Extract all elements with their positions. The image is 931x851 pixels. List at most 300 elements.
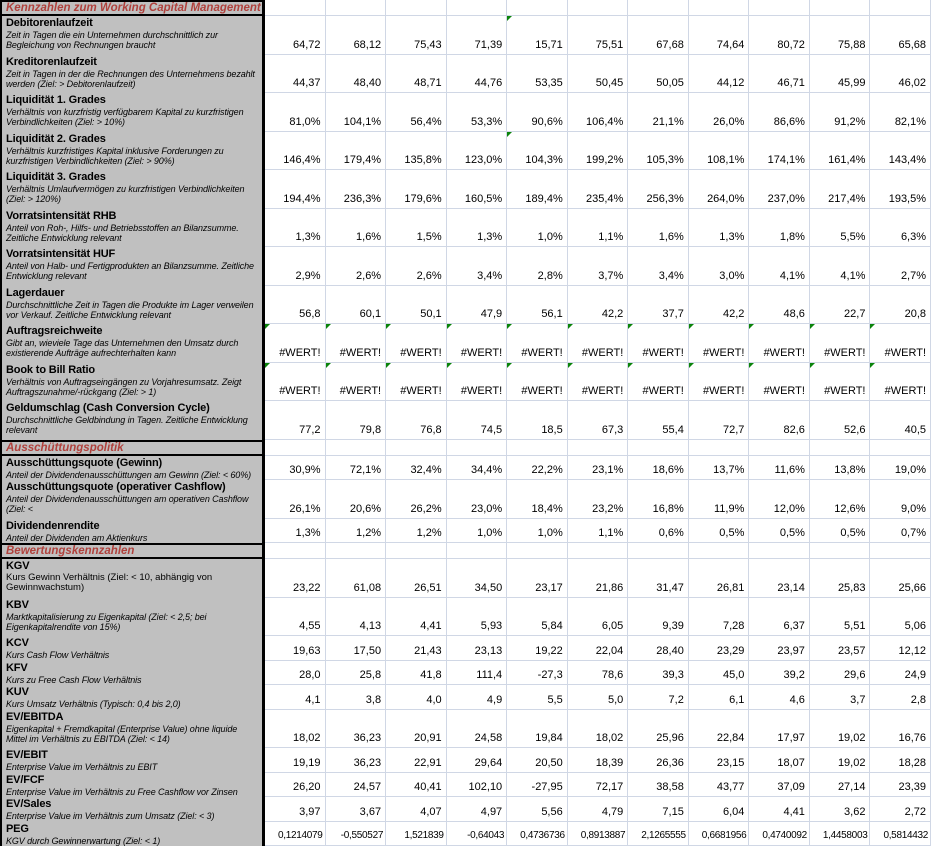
metric-label-cell[interactable] <box>0 209 265 248</box>
data-cell[interactable] <box>568 363 629 402</box>
data-cell[interactable] <box>568 797 629 822</box>
data-cell[interactable] <box>810 456 871 481</box>
data-cell[interactable] <box>870 519 931 544</box>
data-cell[interactable] <box>810 797 871 822</box>
data-cell[interactable] <box>447 170 508 209</box>
data-cell[interactable] <box>386 773 447 798</box>
data-cell[interactable] <box>265 661 326 686</box>
data-cell[interactable] <box>749 456 810 481</box>
data-cell[interactable] <box>689 748 750 773</box>
data-cell[interactable] <box>447 685 508 710</box>
data-cell[interactable] <box>870 209 931 248</box>
data-cell[interactable] <box>447 132 508 171</box>
data-cell[interactable] <box>689 710 750 749</box>
data-cell[interactable] <box>386 170 447 209</box>
data-cell[interactable] <box>628 519 689 544</box>
data-cell[interactable] <box>870 543 931 559</box>
data-cell[interactable] <box>507 773 568 798</box>
data-cell[interactable] <box>507 685 568 710</box>
data-cell[interactable] <box>568 598 629 637</box>
data-cell[interactable] <box>265 710 326 749</box>
data-cell[interactable] <box>568 55 629 94</box>
data-cell[interactable] <box>870 661 931 686</box>
data-cell[interactable] <box>870 0 931 16</box>
data-cell[interactable] <box>507 363 568 402</box>
data-cell[interactable] <box>447 16 508 55</box>
data-cell[interactable] <box>810 636 871 661</box>
data-cell[interactable] <box>447 324 508 363</box>
data-cell[interactable] <box>326 636 387 661</box>
data-cell[interactable] <box>386 661 447 686</box>
data-cell[interactable] <box>689 519 750 544</box>
data-cell[interactable] <box>447 598 508 637</box>
data-cell[interactable] <box>447 247 508 286</box>
data-cell[interactable] <box>810 247 871 286</box>
data-cell[interactable] <box>326 685 387 710</box>
data-cell[interactable] <box>568 16 629 55</box>
data-cell[interactable] <box>870 480 931 519</box>
data-cell[interactable] <box>749 93 810 132</box>
data-cell[interactable] <box>447 543 508 559</box>
data-cell[interactable] <box>749 440 810 456</box>
data-cell[interactable] <box>689 636 750 661</box>
metric-label-cell[interactable] <box>0 797 265 822</box>
data-cell[interactable] <box>870 170 931 209</box>
data-cell[interactable] <box>749 286 810 325</box>
data-cell[interactable] <box>689 324 750 363</box>
data-cell[interactable] <box>265 247 326 286</box>
data-cell[interactable] <box>507 598 568 637</box>
data-cell[interactable] <box>568 93 629 132</box>
section-header-cell[interactable] <box>0 0 265 16</box>
data-cell[interactable] <box>326 480 387 519</box>
data-cell[interactable] <box>447 456 508 481</box>
data-cell[interactable] <box>386 797 447 822</box>
data-cell[interactable] <box>749 773 810 798</box>
data-cell[interactable] <box>507 0 568 16</box>
data-cell[interactable] <box>628 55 689 94</box>
data-cell[interactable] <box>749 247 810 286</box>
data-cell[interactable] <box>689 209 750 248</box>
data-cell[interactable] <box>447 480 508 519</box>
data-cell[interactable] <box>265 685 326 710</box>
data-cell[interactable] <box>689 773 750 798</box>
data-cell[interactable] <box>386 247 447 286</box>
data-cell[interactable] <box>447 661 508 686</box>
data-cell[interactable] <box>749 16 810 55</box>
data-cell[interactable] <box>386 685 447 710</box>
data-cell[interactable] <box>265 93 326 132</box>
data-cell[interactable] <box>265 324 326 363</box>
data-cell[interactable] <box>265 543 326 559</box>
data-cell[interactable] <box>326 93 387 132</box>
data-cell[interactable] <box>689 401 750 440</box>
data-cell[interactable] <box>326 247 387 286</box>
data-cell[interactable] <box>749 559 810 598</box>
data-cell[interactable] <box>810 209 871 248</box>
data-cell[interactable] <box>689 456 750 481</box>
data-cell[interactable] <box>628 0 689 16</box>
metric-label-cell[interactable] <box>0 55 265 94</box>
data-cell[interactable] <box>810 16 871 55</box>
data-cell[interactable] <box>749 598 810 637</box>
metric-label-cell[interactable] <box>0 480 265 519</box>
data-cell[interactable] <box>870 456 931 481</box>
data-cell[interactable] <box>386 209 447 248</box>
metric-label-cell[interactable] <box>0 16 265 55</box>
data-cell[interactable] <box>265 401 326 440</box>
data-cell[interactable] <box>810 710 871 749</box>
data-cell[interactable] <box>810 519 871 544</box>
data-cell[interactable] <box>870 93 931 132</box>
data-cell[interactable] <box>689 685 750 710</box>
metric-label-cell[interactable] <box>0 710 265 749</box>
data-cell[interactable] <box>749 401 810 440</box>
data-cell[interactable] <box>447 519 508 544</box>
metric-label-cell[interactable] <box>0 773 265 798</box>
data-cell[interactable] <box>568 710 629 749</box>
data-cell[interactable] <box>507 456 568 481</box>
data-cell[interactable] <box>628 132 689 171</box>
data-cell[interactable] <box>447 93 508 132</box>
metric-label-cell[interactable] <box>0 170 265 209</box>
data-cell[interactable] <box>628 363 689 402</box>
data-cell[interactable] <box>447 748 508 773</box>
data-cell[interactable] <box>810 773 871 798</box>
data-cell[interactable] <box>870 685 931 710</box>
data-cell[interactable] <box>265 363 326 402</box>
data-cell[interactable] <box>386 456 447 481</box>
metric-label-cell[interactable] <box>0 598 265 637</box>
data-cell[interactable] <box>447 710 508 749</box>
data-cell[interactable] <box>386 440 447 456</box>
data-cell[interactable] <box>507 543 568 559</box>
metric-label-cell[interactable] <box>0 93 265 132</box>
data-cell[interactable] <box>628 456 689 481</box>
data-cell[interactable] <box>689 286 750 325</box>
data-cell[interactable] <box>507 710 568 749</box>
data-cell[interactable] <box>749 519 810 544</box>
data-cell[interactable] <box>326 543 387 559</box>
data-cell[interactable] <box>386 132 447 171</box>
data-cell[interactable] <box>870 797 931 822</box>
data-cell[interactable] <box>265 598 326 637</box>
data-cell[interactable] <box>447 55 508 94</box>
data-cell[interactable] <box>447 209 508 248</box>
data-cell[interactable] <box>265 286 326 325</box>
data-cell[interactable] <box>265 16 326 55</box>
data-cell[interactable] <box>386 55 447 94</box>
data-cell[interactable] <box>447 822 508 847</box>
data-cell[interactable] <box>507 55 568 94</box>
data-cell[interactable] <box>386 559 447 598</box>
data-cell[interactable] <box>749 797 810 822</box>
data-cell[interactable] <box>386 636 447 661</box>
data-cell[interactable] <box>689 797 750 822</box>
data-cell[interactable] <box>265 822 326 847</box>
data-cell[interactable] <box>628 480 689 519</box>
data-cell[interactable] <box>749 55 810 94</box>
data-cell[interactable] <box>810 543 871 559</box>
data-cell[interactable] <box>749 748 810 773</box>
data-cell[interactable] <box>386 480 447 519</box>
data-cell[interactable] <box>326 55 387 94</box>
data-cell[interactable] <box>810 748 871 773</box>
data-cell[interactable] <box>568 480 629 519</box>
data-cell[interactable] <box>568 685 629 710</box>
data-cell[interactable] <box>386 822 447 847</box>
data-cell[interactable] <box>447 636 508 661</box>
data-cell[interactable] <box>386 401 447 440</box>
data-cell[interactable] <box>568 661 629 686</box>
data-cell[interactable] <box>507 209 568 248</box>
data-cell[interactable] <box>870 598 931 637</box>
data-cell[interactable] <box>870 247 931 286</box>
data-cell[interactable] <box>265 55 326 94</box>
data-cell[interactable] <box>507 559 568 598</box>
data-cell[interactable] <box>568 543 629 559</box>
data-cell[interactable] <box>749 170 810 209</box>
data-cell[interactable] <box>810 93 871 132</box>
data-cell[interactable] <box>870 324 931 363</box>
data-cell[interactable] <box>568 519 629 544</box>
data-cell[interactable] <box>810 132 871 171</box>
data-cell[interactable] <box>447 286 508 325</box>
data-cell[interactable] <box>810 480 871 519</box>
metric-label-cell[interactable] <box>0 822 265 847</box>
data-cell[interactable] <box>749 661 810 686</box>
data-cell[interactable] <box>810 286 871 325</box>
data-cell[interactable] <box>628 286 689 325</box>
data-cell[interactable] <box>749 209 810 248</box>
data-cell[interactable] <box>447 440 508 456</box>
data-cell[interactable] <box>326 16 387 55</box>
metric-label-cell[interactable] <box>0 401 265 440</box>
data-cell[interactable] <box>689 480 750 519</box>
data-cell[interactable] <box>265 132 326 171</box>
data-cell[interactable] <box>386 543 447 559</box>
data-cell[interactable] <box>810 685 871 710</box>
data-cell[interactable] <box>689 559 750 598</box>
data-cell[interactable] <box>689 440 750 456</box>
data-cell[interactable] <box>447 797 508 822</box>
data-cell[interactable] <box>689 0 750 16</box>
data-cell[interactable] <box>386 324 447 363</box>
data-cell[interactable] <box>810 0 871 16</box>
data-cell[interactable] <box>386 598 447 637</box>
data-cell[interactable] <box>810 324 871 363</box>
data-cell[interactable] <box>628 440 689 456</box>
data-cell[interactable] <box>689 661 750 686</box>
data-cell[interactable] <box>870 440 931 456</box>
data-cell[interactable] <box>628 636 689 661</box>
data-cell[interactable] <box>326 797 387 822</box>
data-cell[interactable] <box>810 170 871 209</box>
data-cell[interactable] <box>568 0 629 16</box>
data-cell[interactable] <box>507 401 568 440</box>
data-cell[interactable] <box>689 543 750 559</box>
data-cell[interactable] <box>326 598 387 637</box>
data-cell[interactable] <box>568 559 629 598</box>
data-cell[interactable] <box>265 748 326 773</box>
data-cell[interactable] <box>265 636 326 661</box>
data-cell[interactable] <box>265 209 326 248</box>
data-cell[interactable] <box>507 324 568 363</box>
data-cell[interactable] <box>870 363 931 402</box>
data-cell[interactable] <box>507 286 568 325</box>
data-cell[interactable] <box>628 685 689 710</box>
metric-label-cell[interactable] <box>0 247 265 286</box>
data-cell[interactable] <box>265 519 326 544</box>
data-cell[interactable] <box>507 16 568 55</box>
metric-label-cell[interactable] <box>0 324 265 363</box>
data-cell[interactable] <box>386 93 447 132</box>
data-cell[interactable] <box>386 363 447 402</box>
metric-label-cell[interactable] <box>0 636 265 661</box>
metric-label-cell[interactable] <box>0 456 265 481</box>
data-cell[interactable] <box>326 0 387 16</box>
metric-label-cell[interactable] <box>0 519 265 544</box>
metric-label-cell[interactable] <box>0 132 265 171</box>
data-cell[interactable] <box>749 543 810 559</box>
data-cell[interactable] <box>628 559 689 598</box>
metric-label-cell[interactable] <box>0 559 265 598</box>
data-cell[interactable] <box>568 170 629 209</box>
data-cell[interactable] <box>326 132 387 171</box>
data-cell[interactable] <box>870 636 931 661</box>
data-cell[interactable] <box>326 710 387 749</box>
data-cell[interactable] <box>689 93 750 132</box>
data-cell[interactable] <box>568 773 629 798</box>
data-cell[interactable] <box>749 132 810 171</box>
data-cell[interactable] <box>326 363 387 402</box>
data-cell[interactable] <box>265 773 326 798</box>
data-cell[interactable] <box>507 519 568 544</box>
data-cell[interactable] <box>689 247 750 286</box>
data-cell[interactable] <box>870 559 931 598</box>
data-cell[interactable] <box>628 543 689 559</box>
data-cell[interactable] <box>628 797 689 822</box>
data-cell[interactable] <box>689 132 750 171</box>
data-cell[interactable] <box>386 16 447 55</box>
data-cell[interactable] <box>689 363 750 402</box>
data-cell[interactable] <box>628 324 689 363</box>
data-cell[interactable] <box>326 170 387 209</box>
data-cell[interactable] <box>507 132 568 171</box>
data-cell[interactable] <box>265 480 326 519</box>
data-cell[interactable] <box>447 0 508 16</box>
data-cell[interactable] <box>628 748 689 773</box>
data-cell[interactable] <box>870 132 931 171</box>
data-cell[interactable] <box>870 710 931 749</box>
data-cell[interactable] <box>265 170 326 209</box>
data-cell[interactable] <box>810 55 871 94</box>
data-cell[interactable] <box>326 773 387 798</box>
data-cell[interactable] <box>749 0 810 16</box>
data-cell[interactable] <box>810 559 871 598</box>
data-cell[interactable] <box>326 559 387 598</box>
data-cell[interactable] <box>870 401 931 440</box>
data-cell[interactable] <box>628 773 689 798</box>
data-cell[interactable] <box>568 286 629 325</box>
data-cell[interactable] <box>628 661 689 686</box>
data-cell[interactable] <box>568 401 629 440</box>
data-cell[interactable] <box>749 636 810 661</box>
data-cell[interactable] <box>870 773 931 798</box>
data-cell[interactable] <box>870 748 931 773</box>
data-cell[interactable] <box>568 324 629 363</box>
data-cell[interactable] <box>749 363 810 402</box>
data-cell[interactable] <box>326 286 387 325</box>
data-cell[interactable] <box>749 480 810 519</box>
data-cell[interactable] <box>326 209 387 248</box>
data-cell[interactable] <box>447 401 508 440</box>
data-cell[interactable] <box>507 93 568 132</box>
data-cell[interactable] <box>447 363 508 402</box>
data-cell[interactable] <box>568 748 629 773</box>
data-cell[interactable] <box>507 440 568 456</box>
data-cell[interactable] <box>386 710 447 749</box>
data-cell[interactable] <box>265 456 326 481</box>
data-cell[interactable] <box>507 661 568 686</box>
data-cell[interactable] <box>568 456 629 481</box>
data-cell[interactable] <box>628 209 689 248</box>
data-cell[interactable] <box>870 55 931 94</box>
data-cell[interactable] <box>749 822 810 847</box>
data-cell[interactable] <box>326 324 387 363</box>
data-cell[interactable] <box>507 247 568 286</box>
data-cell[interactable] <box>568 247 629 286</box>
data-cell[interactable] <box>507 797 568 822</box>
data-cell[interactable] <box>507 170 568 209</box>
metric-label-cell[interactable] <box>0 286 265 325</box>
data-cell[interactable] <box>326 401 387 440</box>
data-cell[interactable] <box>326 456 387 481</box>
data-cell[interactable] <box>507 748 568 773</box>
data-cell[interactable] <box>568 636 629 661</box>
data-cell[interactable] <box>265 440 326 456</box>
data-cell[interactable] <box>628 401 689 440</box>
data-cell[interactable] <box>689 16 750 55</box>
data-cell[interactable] <box>265 0 326 16</box>
data-cell[interactable] <box>265 559 326 598</box>
data-cell[interactable] <box>386 0 447 16</box>
data-cell[interactable] <box>810 822 871 847</box>
data-cell[interactable] <box>810 598 871 637</box>
data-cell[interactable] <box>870 16 931 55</box>
data-cell[interactable] <box>749 710 810 749</box>
data-cell[interactable] <box>628 598 689 637</box>
data-cell[interactable] <box>447 773 508 798</box>
data-cell[interactable] <box>568 440 629 456</box>
data-cell[interactable] <box>870 822 931 847</box>
data-cell[interactable] <box>749 324 810 363</box>
data-cell[interactable] <box>265 797 326 822</box>
data-cell[interactable] <box>628 16 689 55</box>
data-cell[interactable] <box>628 247 689 286</box>
data-cell[interactable] <box>628 822 689 847</box>
data-cell[interactable] <box>568 209 629 248</box>
data-cell[interactable] <box>386 286 447 325</box>
data-cell[interactable] <box>689 598 750 637</box>
data-cell[interactable] <box>507 636 568 661</box>
data-cell[interactable] <box>810 440 871 456</box>
data-cell[interactable] <box>507 480 568 519</box>
data-cell[interactable] <box>810 401 871 440</box>
data-cell[interactable] <box>749 685 810 710</box>
data-cell[interactable] <box>870 286 931 325</box>
data-cell[interactable] <box>568 132 629 171</box>
